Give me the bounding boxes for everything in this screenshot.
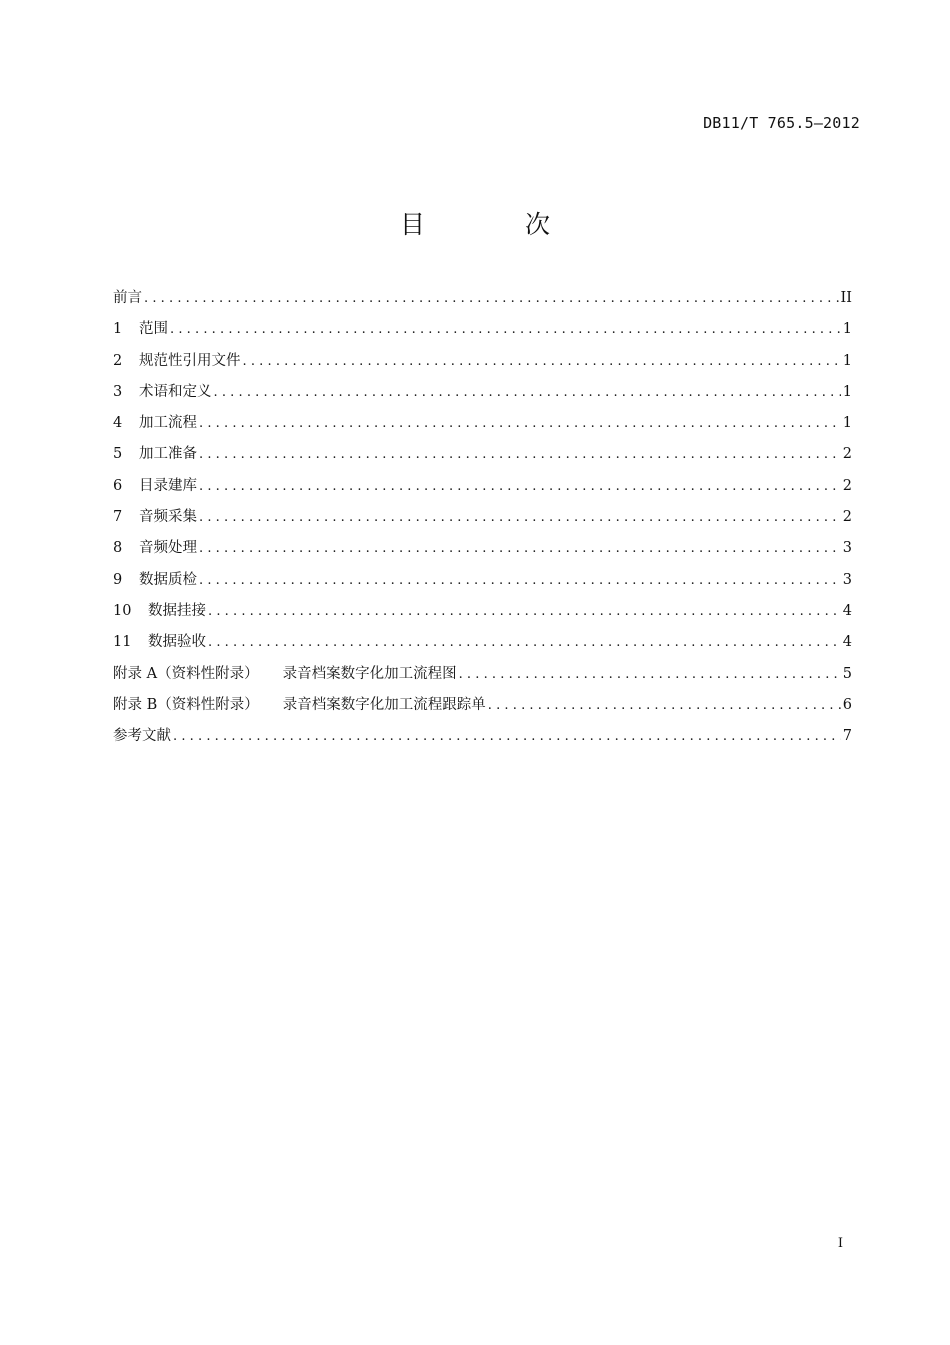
toc-entry-quality-check[interactable] [113,565,852,596]
toc-entry-text: 前言 [113,290,142,306]
toc-entry-page: 2 [842,446,852,463]
toc-entry-text: 加工流程 [139,415,197,432]
toc-entry-page: 2 [842,509,852,526]
toc-list [113,283,852,752]
toc-entry-text: 数据挂接 [148,602,206,619]
toc-entry-process[interactable] [113,408,852,439]
toc-entry-page: 2 [842,477,852,494]
toc-entry-text: 目录建库 [139,477,197,494]
toc-entry-number: 10 [113,602,132,619]
toc-entry-number: 9 [113,571,123,588]
toc-leader [208,627,841,658]
toc-entry-page: 3 [842,540,852,557]
toc-entry-appendix-a[interactable] [113,659,852,690]
toc-entry-number: 1 [113,321,123,338]
toc-entry-number: 3 [113,383,123,400]
appendix-title: 录音档案数字化加工流程图 [282,665,457,682]
toc-entry-page: 4 [842,634,852,651]
toc-entry-text: 数据验收 [148,634,206,651]
toc-entry-number: 6 [113,477,123,494]
toc-entry-page: 1 [842,415,852,432]
toc-entry-number: 11 [113,634,132,651]
toc-entry-text: 加工准备 [139,446,197,463]
toc-leader [199,502,841,533]
toc-entry-text: 音频采集 [139,509,197,526]
appendix-title: 录音档案数字化加工流程跟踪单 [282,696,486,713]
toc-entry-page: 3 [842,571,852,588]
toc-entry-text: 参考文献 [113,728,171,745]
toc-entry-normative-references[interactable] [113,346,852,377]
toc-leader [208,596,841,627]
toc-leader [199,408,841,439]
toc-entry-data-linking[interactable] [113,596,852,627]
toc-entry-page: II [840,290,852,306]
toc-entry-number: 2 [113,352,123,369]
toc-leader [144,283,839,314]
toc-entry-page: 6 [842,696,852,713]
toc-leader [243,346,841,377]
toc-entry-text [113,690,486,721]
toc-entry-terms[interactable] [113,377,852,408]
toc-entry-catalog[interactable] [113,471,852,502]
toc-entry-audio-capture[interactable] [113,502,852,533]
toc-leader [488,690,841,721]
toc-entry-text: 数据质检 [139,571,197,588]
toc-entry-scope[interactable] [113,314,852,345]
toc-entry-text: 音频处理 [139,540,197,557]
toc-entry-appendix-b[interactable] [113,690,852,721]
toc-entry-number: 5 [113,446,123,463]
toc-leader [173,721,841,752]
toc-title: 目 次 [400,210,596,239]
toc-entry-foreword[interactable] [113,283,852,314]
toc-leader [199,565,841,596]
toc-entry-page: 1 [842,321,852,338]
toc-entry-page: 5 [842,665,852,682]
toc-entry-preparation[interactable] [113,439,852,470]
toc-leader [199,533,841,564]
appendix-label: 附录 B（资料性附录） [113,696,259,713]
toc-entry-audio-processing[interactable] [113,533,852,564]
toc-leader [199,439,841,470]
toc-leader [214,377,841,408]
toc-leader [170,314,841,345]
toc-entry-page: 1 [842,352,852,369]
toc-entry-text: 术语和定义 [139,383,212,400]
toc-leader [459,659,841,690]
toc-entry-number: 8 [113,540,123,557]
toc-entry-page: 1 [842,383,852,400]
toc-entry-bibliography[interactable] [113,721,852,752]
toc-entry-acceptance[interactable] [113,627,852,658]
toc-entry-text [113,659,457,690]
toc-entry-number: 7 [113,509,123,526]
toc-entry-number: 4 [113,415,123,432]
toc-entry-page: 4 [842,602,852,619]
toc-entry-page: 7 [842,728,852,745]
toc-entry-text: 范围 [139,321,168,338]
toc-leader [199,471,841,502]
toc-entry-text: 规范性引用文件 [139,352,241,369]
appendix-label: 附录 A（资料性附录） [113,665,259,682]
document-code: DB11/T 765.5—2012 [703,114,860,132]
page-number: I [837,1236,843,1251]
